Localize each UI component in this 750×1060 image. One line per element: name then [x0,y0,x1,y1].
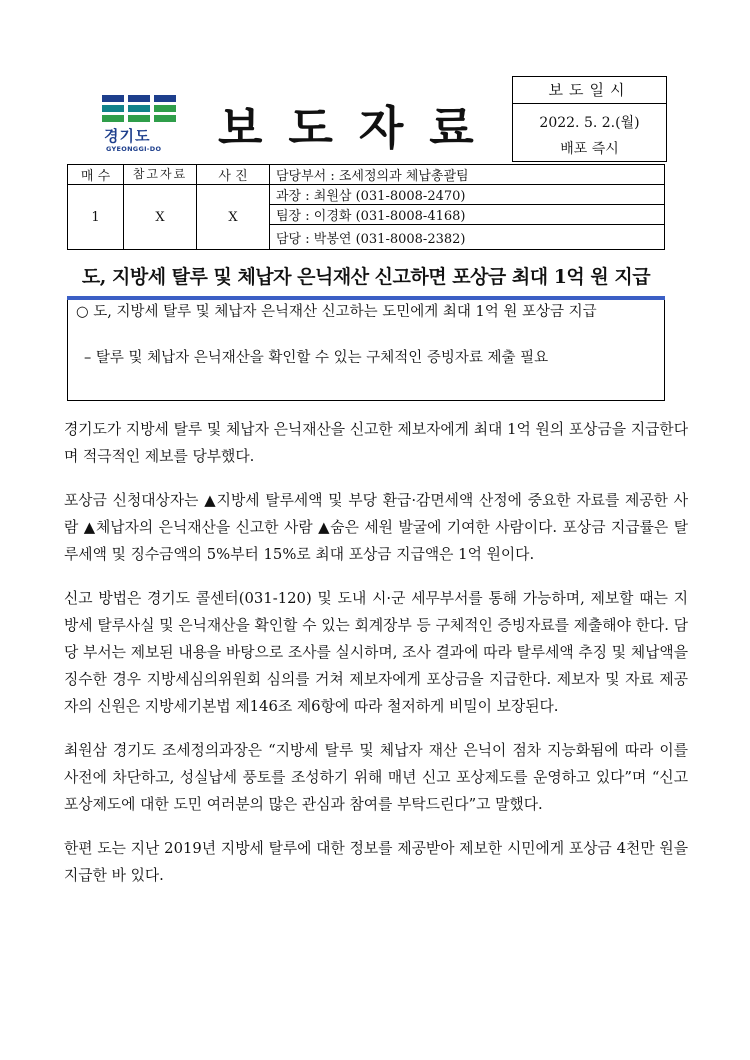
gyeonggi-logo [98,93,180,163]
team-lead-contact: 팀장 : 이경화 (031-8008-4168) [270,205,665,225]
article-body [64,416,688,906]
paragraph-4: 최원삼 경기도 조세정의과장은 “지방세 탈루 및 체납자 재산 은닉이 점차 지능화됨에 따라 이를 사전에 차단하고, 성실납세 풍토를 조성하기 위해 매년 신고 포상제도를 운영하고 있다”며 “신고 포상제도에 대한 도민 여러분의 많은 관심과 참여를 부탁드린다”고 말했다. [64,742,688,813]
summary-bullet-2-text: 탈루 및 체납자 은닉재산을 확인할 수 있는 구체적인 증빙자료 제출 필요 [95,350,549,366]
pages-header: 매 수 [68,165,124,185]
dash-bullet-icon: – [84,350,92,366]
paragraph-5: 한편 도는 지난 2019년 지방세 탈루에 대한 정보를 제공받아 제보한 시민에게 포상금 4천만 원을 지급한 바 있다. [64,840,688,884]
summary-bullet-2 [84,348,658,369]
logo-mark-icon [98,93,180,127]
logo-subname: GYEONGGI-DO [106,145,162,153]
photo-value: X [197,185,270,250]
logo-name: 경기도 [104,127,151,145]
summary-bullet-1 [76,302,658,323]
department-cell: 담당부서 : 조세정의과 체납총괄팀 [270,165,665,185]
release-date-box [512,76,667,162]
page-title: 보도자료 [218,101,500,155]
pages-value: 1 [68,185,124,250]
paragraph-1: 경기도가 지방세 탈루 및 체납자 은닉재산을 신고한 제보자에게 최대 1억 원의 포상금을 지급한다며 적극적인 제보를 당부했다. [64,421,688,465]
circle-bullet-icon: ○ [76,304,89,320]
summary-bullet-1-text: 도, 지방세 탈루 및 체납자 은닉재산 신고하는 도민에게 최대 1억 원 포상금 지급 [93,304,597,320]
paragraph-2: 포상금 신청대상자는 ▲지방세 탈루세액 및 부당 환급·감면세액 산정에 중요한 자료를 제공한 사람 ▲체납자의 은닉재산을 신고한 사람 ▲숨은 세원 발굴에 기여한 사람이다. 포상금 지급률은 탈루세액 및 징수금액의 5%부터 15%로 최대 포상금 지급액은 1억 원이다. [64,492,688,563]
release-note: 배포 즉시 [560,141,619,157]
release-header: 보도일시 [513,77,666,104]
reference-value: X [124,185,197,250]
release-date: 2022. 5. 2.(월) [539,115,640,131]
reference-header: 참고자료 [124,165,197,185]
manager-contact: 과장 : 최원삼 (031-8008-2470) [270,185,665,205]
staff-contact: 담당 : 박봉연 (031-8008-2382) [270,225,665,250]
paragraph-3: 신고 방법은 경기도 콜센터(031-120) 및 도내 시·군 세무부서를 통해 가능하며, 제보할 때는 지방세 탈루사실 및 은닉재산을 확인할 수 있는 회계장부 등 구체적인 증빙자료를 제출해야 한다. 담당 부서는 제보된 내용을 바탕으로 조사를 실시하며, 조사 결과에 따라 탈루세액 추징 및 체납액을 징수한 경우 지방세심의위원회 심의를 거쳐 제보자에게 포상금을 지급한다. 제보자 및 자료 제공자의 신원은 지방세기본법 제146조 제6항에 따라 철저하게 비밀이 보장된다. [64,590,688,715]
summary-box [67,300,665,401]
photo-header: 사 진 [197,165,270,185]
contact-table [67,164,665,250]
headline: 도, 지방세 탈루 및 체납자 은닉재산 신고하면 포상금 최대 1억 원 지급 [81,266,651,288]
